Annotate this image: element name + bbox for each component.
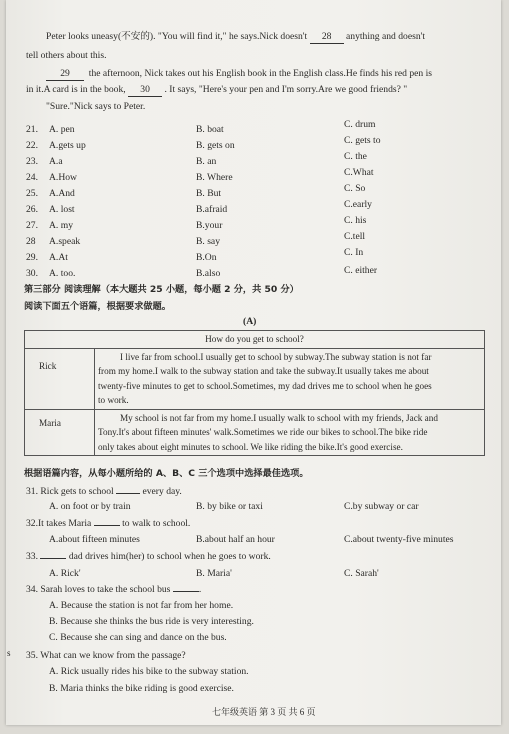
text-line: from my home.I walk to the subway station and take the subway.It usually takes me about [98,366,429,376]
question-stem: 32.It takes Maria [26,518,92,529]
student-name: Rick [25,348,95,409]
blank-29: 29 [46,68,84,81]
passage-line-3 [46,68,432,81]
answer-blank [94,525,120,526]
question-stem: dad drives him(her) to school when he goes to work. [68,551,271,562]
student-text [95,409,485,456]
passage-line-5: "Sure."Nick says to Peter. [46,101,146,112]
passage-line-4 [26,84,407,97]
question-stem: 31. Rick gets to school [26,486,114,497]
margin-mark: s [7,648,11,658]
question-32 [26,518,190,530]
option-b: B. by bike or taxi [196,501,263,512]
question-stem: 34. Sarah loves to take the school bus [26,584,171,595]
option-c: C. Sarah' [344,568,379,579]
section-instruction: 阅读下面五个语篇，根据要求做题。 [24,301,171,312]
option-c: C. gets to [344,135,381,146]
option-b: B. Because she thinks the bus ride is very interesting. [49,616,254,627]
option-c: C. drum [344,119,376,130]
table-row [25,409,485,456]
option-a: A.about fifteen minutes [49,534,140,545]
option-b: B.afraid [196,204,228,215]
option-number: 30. [26,268,38,279]
option-number: 29. [26,252,38,263]
option-number: 24. [26,172,38,183]
option-b: B.also [196,268,221,279]
choose-instruction: 根据语篇内容，从每小题所给的 A、B、C 三个选项中选择最佳选项。 [24,468,309,479]
question-stem: 33. [26,551,38,562]
passage-text: Peter looks uneasy(不安的). "You will find it," he says.Nick doesn't [46,31,308,42]
option-b: B. gets on [196,140,235,151]
option-a: A. on foot or by train [49,501,131,512]
table-header-row [25,331,485,349]
option-c: C. the [344,151,367,162]
option-b: B. Where [196,172,233,183]
student-name: Maria [25,409,95,456]
blank-28: 28 [310,31,344,44]
page-footer: 七年级英语 第 3 页 共 6 页 [212,707,316,717]
answer-blank [173,591,199,592]
option-c: C. Because she can sing and dance on the bus. [49,632,227,643]
passage-text: in it.A card is in the book, [26,84,126,95]
option-b: B. an [196,156,217,167]
option-c: C. So [344,183,366,194]
option-c: C.by subway or car [344,501,419,512]
passage-label: (A) [243,316,257,327]
option-a: A.speak [49,236,81,247]
option-a: A. too. [49,268,76,279]
reading-table [24,330,485,456]
passage-line-2: tell others about this. [26,50,107,61]
option-a: A. Because the station is not far from her home. [49,600,234,611]
option-b: B. Maria thinks the bike riding is good exercise. [49,683,234,694]
answer-blank [40,558,66,559]
table-title: How do you get to school? [25,331,485,349]
option-a: A.And [49,188,75,199]
question-35: 35. What can we know from the passage? [26,650,186,661]
option-c: C.early [344,199,372,210]
option-a: A. lost [49,204,75,215]
option-c: C. either [344,265,378,276]
text-line: My school is not far from my home.I usually walk to school with my friends, Jack and [120,412,438,423]
option-number: 26. [26,204,38,215]
answer-blank [116,493,140,494]
option-c: C.about twenty-five minutes [344,534,454,545]
text-line: twenty-five minutes to get to school.Sometimes, my dad drives me to school when he goes [98,380,432,391]
option-b: B. Maria' [196,568,232,579]
table-row [25,348,485,409]
passage-text: anything and doesn't [346,31,426,42]
option-number: 28 [26,236,36,247]
option-c: C. In [344,247,364,258]
text-line: Tony.It's about fifteen minutes' walk.Sometimes we ride our bikes to school.The bike ride [98,427,428,437]
option-number: 23. [26,156,38,167]
question-34 [26,584,201,596]
option-a: A.gets up [49,140,86,151]
option-a: A.a [49,156,63,167]
option-b: B.your [196,220,223,231]
option-number: 27. [26,220,38,231]
question-stem: . [198,584,202,595]
option-b: B. say [196,236,220,247]
option-a: A.At [49,252,68,263]
option-number: 21. [26,124,38,135]
option-a: A. Rick usually rides his bike to the subway station. [49,666,249,677]
option-b: B. boat [196,124,224,135]
question-31 [26,486,182,498]
option-a: A. Rick' [49,568,81,579]
option-b: B.about half an hour [196,534,275,545]
text-line: only takes about eight minutes to school. We like riding the bike.It's good exercise. [98,441,403,452]
question-33 [26,551,271,563]
option-number: 22. [26,140,38,151]
passage-line-1 [46,31,425,44]
section-heading: 第三部分 阅读理解（本大题共 25 小题，每小题 2 分，共 50 分） [24,284,299,295]
passage-text: . It says, "Here's your pen and I'm sorry.Are we good friends? " [164,84,408,95]
option-a: A. my [49,220,73,231]
question-stem: to walk to school. [122,518,191,529]
blank-30: 30 [128,84,162,97]
text-line: to work. [98,395,129,405]
passage-text: the afternoon, Nick takes out his English book in the English class.He finds his red pen is [88,68,432,79]
text-line: I live far from school.I usually get to school by subway.The subway station is not far [120,351,432,362]
option-c: C.What [344,167,374,178]
option-c: C.tell [344,231,366,242]
option-number: 25. [26,188,38,199]
option-b: B. But [196,188,222,199]
option-a: A.How [49,172,77,183]
option-a: A. pen [49,124,75,135]
question-stem: every day. [142,486,182,497]
student-text [95,348,485,409]
option-b: B.On [196,252,217,263]
option-c: C. his [344,215,367,226]
